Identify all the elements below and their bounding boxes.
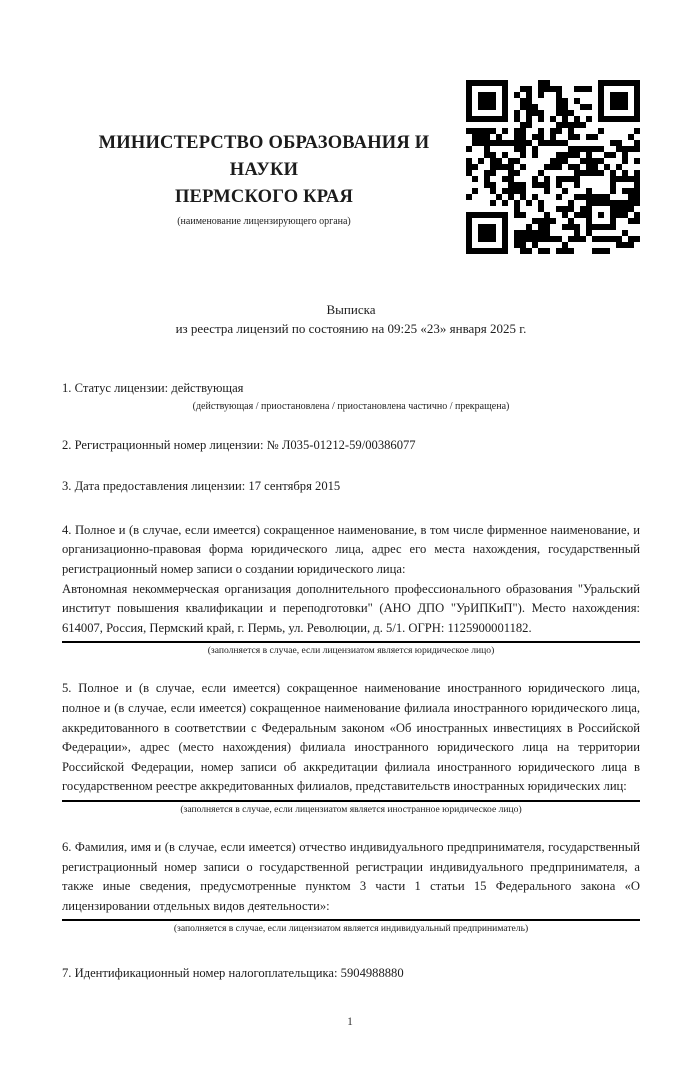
document-page [0,80,700,1070]
document-title-line2: из реестра лицензий по состоянию на 09:25 «23» января 2025 г. [175,321,527,336]
qr-code-icon [466,80,640,254]
item-5-foreign-entity: 5. Полное и (в случае, если имеется) сокращенное наименование иностранного юридического лица, полное и (в случае, если имеется) сокращенное наименование филиала иностранного юридического лица, аккредитованного в соответствии с Федеральным законом «Об иностранных инвестициях в Российской Федерации», адрес (место нахождения) филиала иностранного юридического лица на территории Российской Федерации, номер записи об аккредитации филиала иностранного юридического лица в государственном реестре аккредитованных филиалов, представительств иностранных юридических лиц: [62,681,640,794]
page-number: 1 [347,1016,353,1028]
ministry-name-line2: ПЕРМСКОГО КРАЯ [174,187,354,207]
fill-line-item-4 [62,641,640,643]
fill-line-item-6 [62,919,640,921]
item-4-label: 4. Полное и (в случае, если имеется) сокращенное наименование, в том числе фирменное наименование, и организационно-правовая форма юридического лица, адрес его места нахождения, государственный регистрационный номер записи о создании юридического лица: [62,522,640,576]
item-4-legal-entity [62,521,640,639]
document-header [62,80,640,254]
ministry-name [62,130,466,211]
item-1-license-status: 1. Статус лицензии: действующая [62,381,244,395]
item-2-registration-number: 2. Регистрационный номер лицензии: № Л035-01212-59/00386077 [62,437,416,452]
item-6-caption: (заполняется в случае, если лицензиатом является индивидуальный предприниматель) [173,923,529,935]
item-5-caption: (заполняется в случае, если лицензиатом является иностранное юридическое лицо) [180,803,522,815]
item-4-value: Автономная некоммерческая организация дополнительного профессионального образования "Уральский институт повышения квалификации и переподготовки" (АНО ДПО "УрИПКиП"). Место нахождения: 614007, Россия, Пермский край, г. Пермь, ул. Революции, д. 5/1. ОГРН: 1125900001182. [62,581,640,635]
ministry-name-line1: МИНИСТЕРСТВО ОБРАЗОВАНИЯ И НАУКИ [98,133,430,180]
item-6-individual-entrepreneur: 6. Фамилия, имя и (в случае, если имеется) отчество индивидуального предпринимателя, государственный регистрационный номер записи о государственной регистрации индивидуального предпринимателя, а также иные сведения, предусмотренные пунктом 3 части 1 статьи 15 Федерального закона «О лицензировании отдельных видов деятельности»: [62,839,640,913]
item-4-caption: (заполняется в случае, если лицензиатом является юридическое лицо) [207,645,495,657]
licensing-authority-block [62,80,466,227]
item-3-license-date: 3. Дата предоставления лицензии: 17 сентября 2015 [62,479,341,494]
document-title [62,300,640,338]
item-7-taxpayer-number: 7. Идентификационный номер налогоплательщика: 5904988880 [62,966,404,981]
fill-line-item-5 [62,800,640,802]
ministry-caption: (наименование лицензирующего органа) [177,216,351,227]
document-title-line1: Выписка [326,302,376,317]
item-1-caption: (действующая / приостановлена / приостановлена частично / прекращена) [192,400,510,412]
